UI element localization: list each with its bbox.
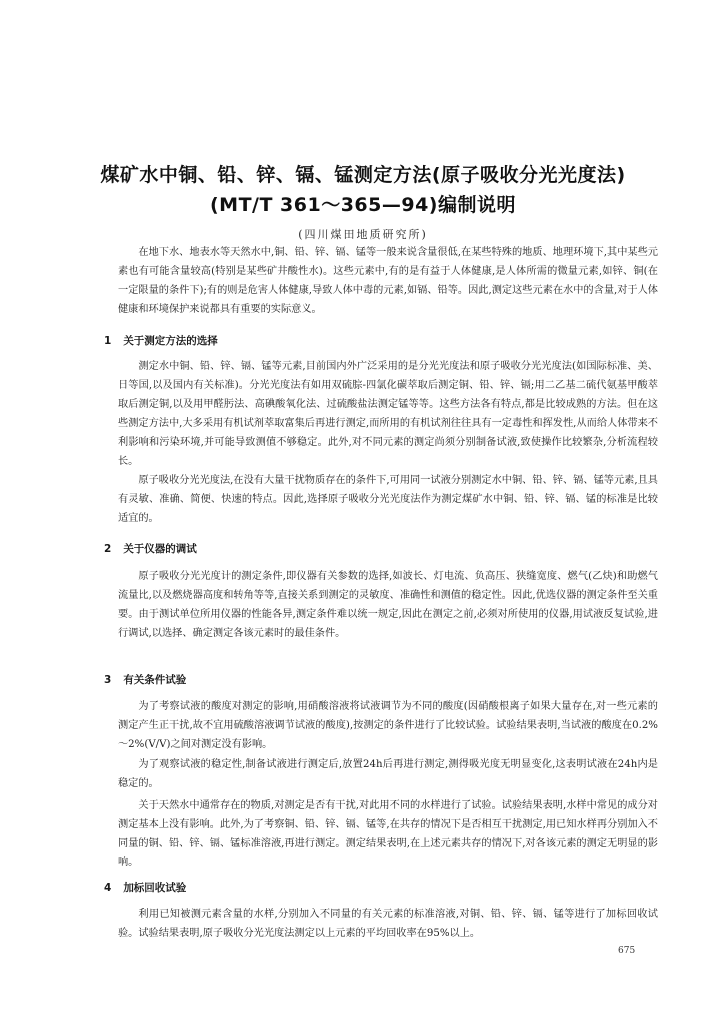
body-paragraph: 为了考察试液的酸度对测定的影响,用硝酸溶液将试液调节为不同的酸度(因硝酸根离子如果大量存在,对一些元素的测定产生正干扰,故不宜用硫酸溶液调节试液的酸度),按测定的条件进行了比较试验。试验结果表明,当试液的酸度在0.2%～2%(V/V)之间对测定没有影响。	[118, 701, 658, 750]
body-paragraph: 测定水中铜、铅、锌、镉、锰等元素,目前国内外广泛采用的是分光光度法和原子吸收分光光度法(如国际标准、美、日等国,以及国内有关标准)。分光光度法有如用双硫腙-四氯化碳萃取后测定铜、铅、锌、镉;用二乙基二硫代氨基甲酸萃取后测定铜,以及用甲醛肟法、高碘酸氧化法、过硫酸盐法测定锰等等。这些方法各有特点,都是比较成熟的方法。但在这些测定方法中,大多采用有机试剂萃取富集后再进行测定,而所用的有机试剂往往具有一定毒性和挥发性,从而给人体带来不利影响和污染环境,并可能导致测值不够稳定。此外,对不同元素的测定尚须分别制备试液,致使操作比较繁杂,分析流程较长。	[118, 361, 658, 467]
author-affiliation: (四川煤田地质研究所)	[298, 228, 428, 241]
section-number: 4	[104, 882, 112, 894]
body-paragraph: 原子吸收分光光度法,在没有大量干扰物质存在的条件下,可用同一试液分别测定水中铜、铅、锌、镉、锰等元素,且具有灵敏、准确、简便、快速的特点。因此,选择原子吸收分光光度法作为测定煤矿水中铜、铅、锌、镉、锰的标准是比较适宜的。	[118, 475, 658, 524]
body-paragraph: 利用已知被测元素含量的水样,分别加入不同量的有关元素的标准溶液,对铜、铅、锌、镉、锰等进行了加标回收试验。试验结果表明,原子吸收分光光度法测定以上元素的平均回收率在95%以上。	[118, 909, 658, 939]
section-number: 2	[104, 543, 112, 555]
body-paragraph: 为了观察试液的稳定性,制备试液进行测定后,放置24h后再进行测定,测得吸光度无明显变化,这表明试液在24h内是稳定的。	[118, 759, 658, 789]
document-subtitle: (MT/T 361～365—94)编制说明	[209, 194, 516, 216]
section-title: 关于测定方法的选择	[123, 335, 218, 347]
section-number: 3	[104, 674, 112, 686]
body-paragraph: 关于天然水中通常存在的物质,对测定是否有干扰,对此用不同的水样进行了试验。试验结果表明,水样中常见的成分对测定基本上没有影响。此外,为了考察铜、铅、锌、镉、锰等,在共存的情况下是否相互干扰测定,用已知水样再分别加入不同量的铜、铅、锌、镉、锰标准溶液,再进行测定。测定结果表明,在上述元素共存的情况下,对各该元素的测定无明显的影响。	[118, 800, 658, 868]
body-paragraph: 原子吸收分光光度计的测定条件,即仪器有关参数的选择,如波长、灯电流、负高压、狭缝宽度、燃气(乙炔)和助燃气流量比,以及燃烧器高度和转角等等,直接关系到测定的灵敏度、准确性和测值的稳定性。因此,优选仪器的测定条件至关重要。由于测试单位所用仪器的性能各异,测定条件难以统一规定,因此在测定之前,必须对所使用的仪器,用试液反复试验,进行调试,以选择、确定测定各该元素时的最佳条件。	[118, 571, 658, 639]
document-title: 煤矿水中铜、铅、锌、镉、锰测定方法(原子吸收分光光度法)	[100, 164, 626, 186]
section-heading	[104, 541, 197, 556]
page-number: 675	[618, 946, 636, 956]
section-title: 关于仪器的调试	[123, 543, 197, 555]
section-heading	[104, 333, 218, 348]
section-title: 加标回收试验	[123, 882, 187, 894]
section-heading	[104, 880, 186, 895]
intro-paragraph: 在地下水、地表水等天然水中,铜、铅、锌、镉、锰等一般来说含量很低,在某些特殊的地质、地理环境下,其中某些元素也有可能含量较高(特别是某些矿井酸性水)。这些元素中,有的是有益于人体健康,是人体所需的微量元素,如锌、铜(在一定限量的条件下);有的则是危害人体健康,导致人体中毒的元素,如镉、铅等。因此,测定这些元素在水中的含量,对于人体健康和环境保护来说都具有重要的实际意义。	[118, 247, 658, 315]
section-number: 1	[104, 335, 112, 347]
section-heading	[104, 672, 186, 687]
section-title: 有关条件试验	[123, 674, 187, 686]
